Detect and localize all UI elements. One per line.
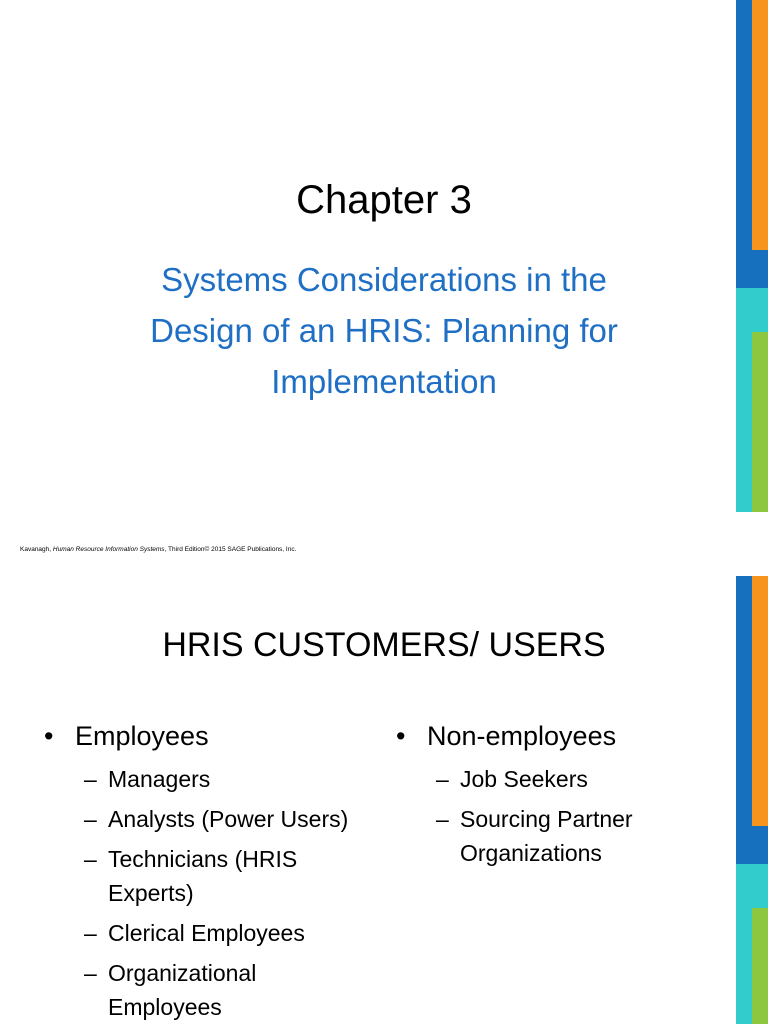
bullet-glyph: • bbox=[44, 721, 54, 751]
slide-title: HRIS CUSTOMERS/ USERS bbox=[162, 626, 606, 664]
bar-segment bbox=[736, 576, 752, 864]
bar-segment bbox=[752, 288, 768, 332]
bullet-label: Non-employees bbox=[427, 721, 617, 751]
bar-segment bbox=[752, 826, 768, 864]
bar-segment bbox=[752, 864, 768, 908]
decorative-side-bar bbox=[736, 576, 768, 1024]
bar-segment bbox=[752, 908, 768, 1024]
bullet-glyph: • bbox=[396, 721, 406, 751]
sub-item: – Job Seekers bbox=[436, 766, 588, 792]
bullet-item bbox=[396, 716, 696, 756]
bullet-label: Employees bbox=[75, 721, 209, 751]
sub-item: – Clerical Employees bbox=[84, 920, 305, 946]
bar-segment bbox=[736, 288, 752, 512]
bar-segment bbox=[752, 250, 768, 288]
bar-segment bbox=[736, 864, 752, 1024]
bar-segment bbox=[752, 0, 768, 250]
sub-item: – Managers bbox=[84, 766, 211, 792]
content-slide bbox=[0, 576, 768, 1024]
bar-segment bbox=[752, 576, 768, 826]
subtitle-line: Implementation bbox=[271, 363, 497, 400]
copyright-footer: Kavanagh, Human Resource Information Systems, Third Edition© 2015 SAGE Publications, Inc. bbox=[20, 546, 297, 553]
chapter-title: Chapter 3 bbox=[296, 178, 472, 222]
bullet-item bbox=[44, 716, 384, 756]
non-employees-column bbox=[396, 716, 696, 870]
sub-item: – Technicians (HRIS Experts) bbox=[84, 846, 298, 906]
chapter-subtitle bbox=[100, 254, 668, 407]
sub-item: – Organizational Employees bbox=[84, 960, 257, 1020]
sub-item: – Analysts (Power Users) bbox=[84, 806, 349, 832]
slide-gap bbox=[0, 512, 736, 576]
subtitle-line: Systems Considerations in the bbox=[161, 261, 607, 298]
subtitle-line: Design of an HRIS: Planning for bbox=[150, 312, 618, 349]
bar-segment bbox=[752, 332, 768, 512]
employees-column bbox=[44, 716, 384, 1024]
bar-segment bbox=[736, 0, 752, 288]
sub-item: – Sourcing Partner Organizations bbox=[436, 806, 633, 866]
decorative-side-bar bbox=[736, 0, 768, 512]
